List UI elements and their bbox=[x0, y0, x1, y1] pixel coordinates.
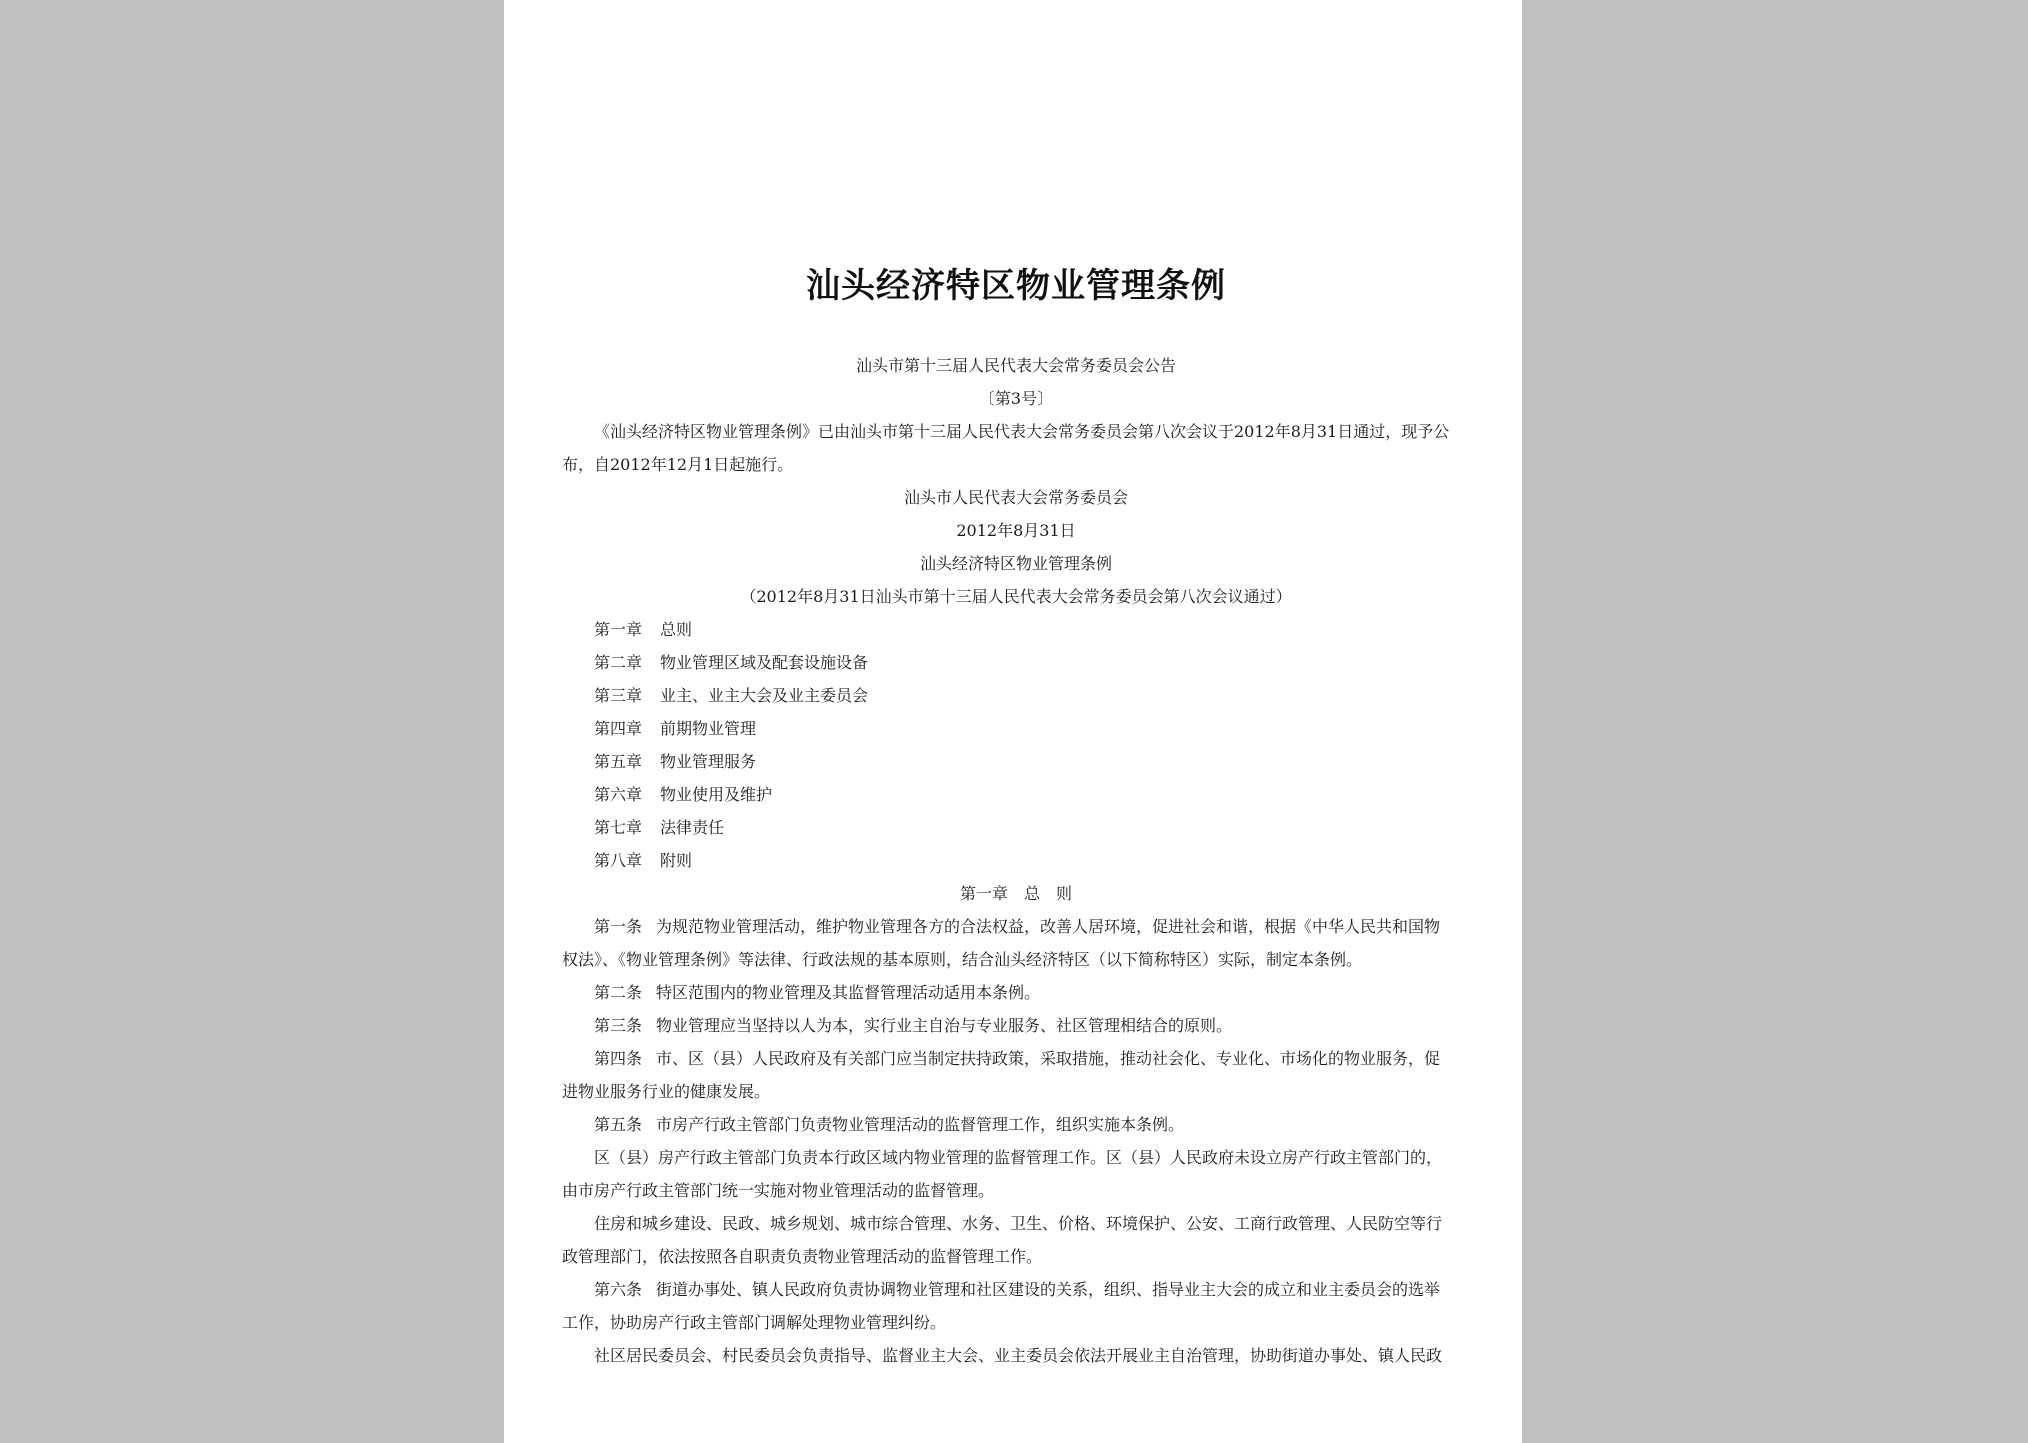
article-number: 第四条 bbox=[594, 1049, 643, 1068]
regulation-subtitle: 汕头经济特区物业管理条例 bbox=[919, 554, 1112, 573]
article-text: 街道办事处、镇人民政府负责协调物业管理和社区建设的关系，组织、指导业主大会的成立和业主委员会的选举 bbox=[656, 1280, 1441, 1299]
article-line: 住房和城乡建设、民政、城乡规划、城市综合管理、水务、卫生、价格、环境保护、公安、工商行政管理、人民防空等行 bbox=[594, 1214, 1443, 1233]
chapter-heading: 第一章 总 则 bbox=[959, 884, 1072, 903]
toc-chapter-name: 总则 bbox=[660, 620, 693, 639]
toc-chapter-name: 物业管理区域及配套设施设备 bbox=[660, 653, 869, 672]
article-text: 市、区（县）人民政府及有关部门应当制定扶持政策，采取措施，推动社会化、专业化、市场化的物业服务，促 bbox=[656, 1049, 1441, 1068]
toc-chapter-name: 物业管理服务 bbox=[660, 752, 757, 771]
document-page bbox=[504, 0, 1522, 1443]
document-title: 汕头经济特区物业管理条例 bbox=[806, 266, 1226, 306]
toc-item bbox=[594, 751, 756, 773]
article-text: 市房产行政主管部门负责物业管理活动的监督管理工作，组织实施本条例。 bbox=[656, 1115, 1185, 1134]
article-line: 区（县）房产行政主管部门负责本行政区域内物业管理的监督管理工作。区（县）人民政府未设立房产行政主管部门的， bbox=[594, 1148, 1443, 1167]
announcement-number: 〔第3号〕 bbox=[978, 389, 1054, 408]
article-text: 物业管理应当坚持以人为本，实行业主自治与专业服务、社区管理相结合的原则。 bbox=[656, 1016, 1233, 1035]
toc-item bbox=[594, 619, 692, 641]
article-line: 政管理部门，依法按照各自职责负责物业管理活动的监督管理工作。 bbox=[562, 1247, 1043, 1266]
toc-chapter-name: 附则 bbox=[660, 851, 693, 870]
toc-chapter-number: 第七章 bbox=[594, 818, 643, 837]
toc-chapter-number: 第二章 bbox=[594, 653, 643, 672]
announcement-signer: 汕头市人民代表大会常务委员会 bbox=[903, 488, 1128, 507]
article-line bbox=[594, 1048, 1440, 1070]
article-line: 由市房产行政主管部门统一实施对物业管理活动的监督管理。 bbox=[562, 1181, 995, 1200]
toc-item bbox=[594, 718, 756, 740]
toc-item bbox=[594, 652, 868, 674]
toc-chapter-number: 第五章 bbox=[594, 752, 643, 771]
toc-chapter-name: 前期物业管理 bbox=[660, 719, 757, 738]
article-number: 第六条 bbox=[594, 1280, 643, 1299]
toc-chapter-name: 物业使用及维护 bbox=[660, 785, 773, 804]
article-line bbox=[594, 1114, 1184, 1136]
article-line: 权法》、《物业管理条例》等法律、行政法规的基本原则，结合汕头经济特区（以下简称特区）实际，制定本条例。 bbox=[562, 950, 1363, 969]
adoption-note: （2012年8月31日汕头市第十三届人民代表大会常务委员会第八次会议通过） bbox=[740, 587, 1292, 606]
announcement-body-line: 《汕头经济特区物业管理条例》已由汕头市第十三届人民代表大会常务委员会第八次会议于2012年8月31日通过，现予公 bbox=[594, 422, 1450, 441]
toc-chapter-number: 第一章 bbox=[594, 620, 643, 639]
article-line bbox=[594, 916, 1440, 938]
toc-chapter-name: 法律责任 bbox=[660, 818, 725, 837]
announcement-date: 2012年8月31日 bbox=[956, 521, 1076, 540]
announcement-issuer: 汕头市第十三届人民代表大会常务委员会公告 bbox=[855, 356, 1176, 375]
toc-chapter-number: 第八章 bbox=[594, 851, 643, 870]
article-line: 社区居民委员会、村民委员会负责指导、监督业主大会、业主委员会依法开展业主自治管理，协助街道办事处、镇人民政 bbox=[594, 1346, 1443, 1365]
article-line: 工作，协助房产行政主管部门调解处理物业管理纠纷。 bbox=[562, 1313, 947, 1332]
article-number: 第五条 bbox=[594, 1115, 643, 1134]
article-text: 为规范物业管理活动，维护物业管理各方的合法权益，改善人居环境，促进社会和谐，根据《中华人民共和国物 bbox=[656, 917, 1441, 936]
article-number: 第一条 bbox=[594, 917, 643, 936]
article-line bbox=[594, 1015, 1232, 1037]
toc-chapter-name: 业主、业主大会及业主委员会 bbox=[660, 686, 869, 705]
article-number: 第二条 bbox=[594, 983, 643, 1002]
article-line: 进物业服务行业的健康发展。 bbox=[562, 1082, 771, 1101]
article-line bbox=[594, 1279, 1440, 1301]
article-number: 第三条 bbox=[594, 1016, 643, 1035]
article-text: 特区范围内的物业管理及其监督管理活动适用本条例。 bbox=[656, 983, 1041, 1002]
document-content bbox=[562, 0, 1470, 1443]
toc-item bbox=[594, 784, 772, 806]
toc-item bbox=[594, 850, 692, 872]
toc-item bbox=[594, 817, 724, 839]
toc-chapter-number: 第四章 bbox=[594, 719, 643, 738]
article-line bbox=[594, 982, 1040, 1004]
toc-item bbox=[594, 685, 868, 707]
announcement-body-line: 布，自2012年12月1日起施行。 bbox=[562, 455, 794, 474]
toc-chapter-number: 第六章 bbox=[594, 785, 643, 804]
toc-chapter-number: 第三章 bbox=[594, 686, 643, 705]
